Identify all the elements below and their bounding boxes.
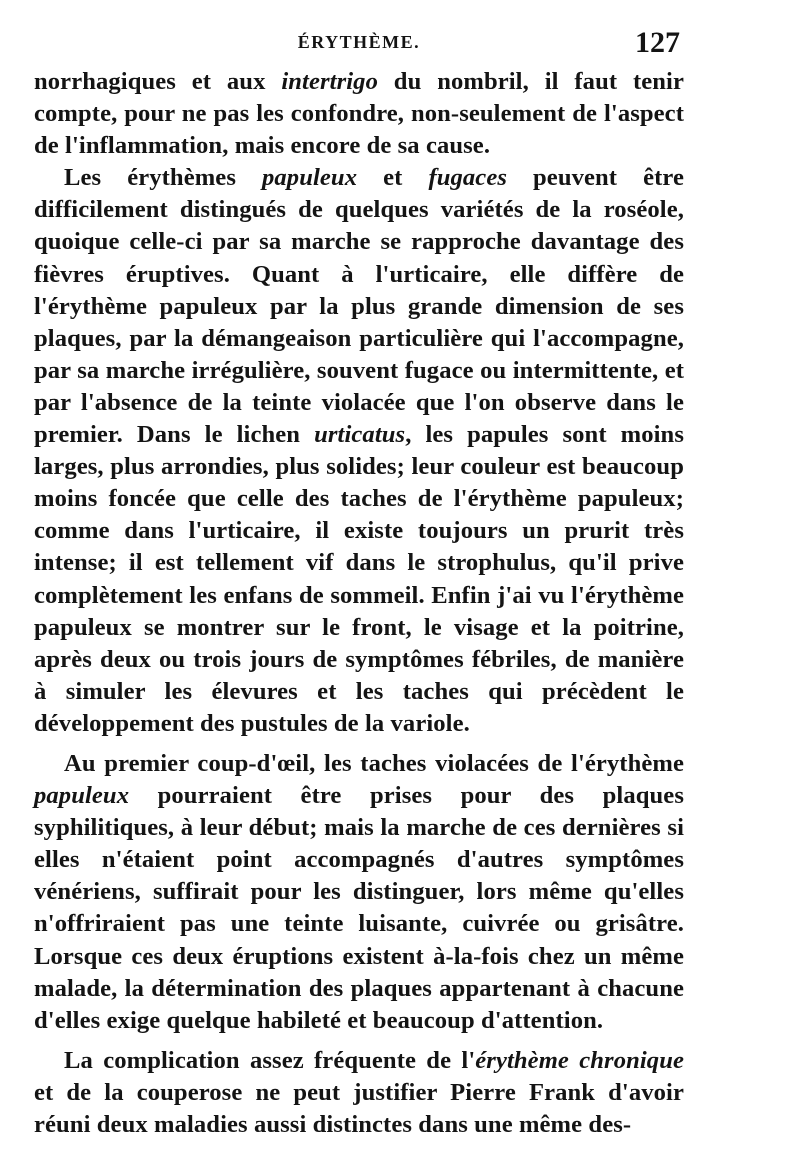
text-segment: et de la couperose ne peut justifier Pierre Frank d'avoir réuni deux maladies aussi distinctes dans une même des- [34,1078,684,1138]
running-title: ÉRYTHÈME. [297,32,421,52]
book-page [34,22,684,1142]
text-segment: , les papules sont moins larges, plus arrondies, plus solides; leur couleur est beaucoup moins foncée que celle des taches de l'érythème papuleux; comme dans l'urticaire, il existe toujours un prurit très intense; il est tellement vif dans le strophulus, qu'il prive complètement les enfans de sommeil. Enfin j'ai vu l'érythème papuleux se montrer sur le front, le visage et la poitrine, après deux ou trois jours de symptômes fébriles, de manière à simuler les élevures et les taches qui précèdent le développement des pustules de la variole. [34,421,684,737]
paragraph-3 [34,748,684,1037]
page-header [34,22,684,66]
italic-term: érythème chronique [475,1046,685,1074]
text-segment: norrhagiques et aux [34,68,282,95]
italic-term: intertrigo [281,68,378,95]
paragraph-4 [34,1045,684,1141]
italic-term: fugaces [428,164,508,192]
text-segment: du nombril, il faut tenir compte, pour ne pas les confondre, non-seulement de l'aspect de l'inflammation, mais encore de sa cause. [34,68,684,160]
page-number: 127 [635,26,680,59]
text-segment: Au premier coup-d'œil, les taches violacées de l'érythème [64,749,684,777]
italic-term: urticatus [314,421,406,449]
paragraph-2 [34,162,684,740]
text-segment: Les érythèmes [64,164,262,192]
italic-term: papuleux [262,164,358,192]
italic-term: papuleux [34,782,130,810]
text-segment: La complication assez fréquente de l' [64,1046,476,1074]
page-body [34,66,684,1141]
text-segment: peuvent être difficilement distingués de quelques variétés de la roséole, quoique celle-ci par sa marche se rapproche davantage des fièvres éruptives. Quant à l'urticaire, elle diffère de l'érythème papuleux par la plus grande dimension de ses plaques, par la démangeaison particulière qui l'accompagne, par sa marche irrégulière, souvent fugace ou intermittente, et par l'absence de la teinte violacée que l'on observe dans le premier. Dans le lichen [34,164,684,449]
text-segment: pourraient être prises pour des plaques syphilitiques, à leur début; mais la marche de ces dernières si elles n'étaient point accompagnés d'autres symptômes vénériens, suffirait pour les distinguer, lors même qu'elles n'offriraient pas une teinte luisante, cuivrée ou grisâtre. Lorsque ces deux éruptions existent à-la-fois chez un même malade, la détermination des plaques appartenant à chacune d'elles exige quelque habileté et beaucoup d'attention. [34,782,684,1034]
paragraph-1 [34,66,684,162]
text-segment: et [357,164,429,192]
